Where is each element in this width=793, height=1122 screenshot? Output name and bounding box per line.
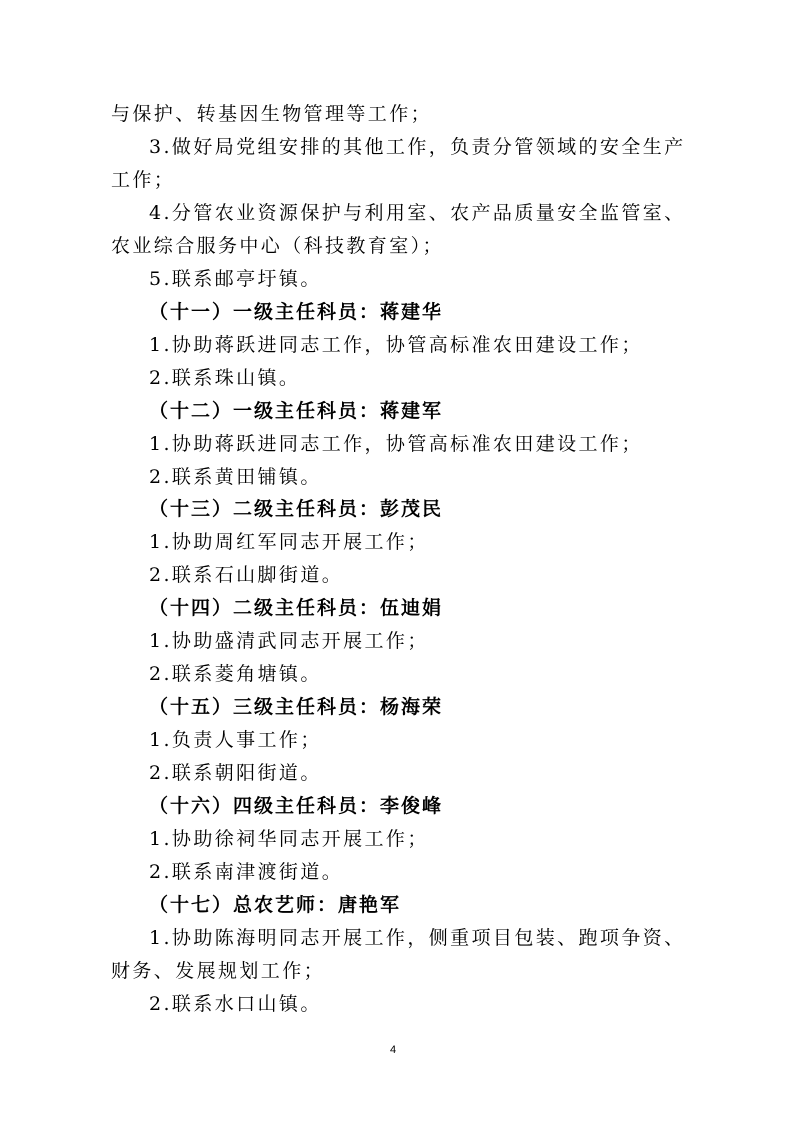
text-line: 1.协助蒋跃进同志工作，协管高标准农田建设工作；	[149, 334, 643, 356]
section-heading: （十一）一级主任科员：蒋建华	[149, 301, 444, 323]
section-heading: （十四）二级主任科员：伍迪娟	[149, 597, 444, 619]
text-line: 农业综合服务中心（科技教育室）；	[111, 235, 444, 257]
section-heading: （十五）三级主任科员：杨海荣	[149, 696, 444, 718]
text-line: 2.联系南津渡街道。	[149, 861, 344, 883]
text-line: 1.协助蒋跃进同志工作，协管高标准农田建设工作；	[149, 433, 643, 455]
text-line: 5.联系邮亭圩镇。	[149, 268, 322, 290]
text-line: 1.协助陈海明同志开展工作，侧重项目包装、跑项争资、	[149, 927, 686, 949]
text-line: 2.联系黄田铺镇。	[149, 466, 322, 488]
text-line: 1.协助周红军同志开展工作；	[149, 531, 429, 553]
text-line: 与保护、转基因生物管理等工作；	[111, 103, 433, 125]
section-heading: （十七）总农艺师：唐艳军	[149, 894, 402, 916]
text-line: 4.分管农业资源保护与利用室、农产品质量安全监管室、	[149, 202, 686, 224]
text-line: 1.协助徐祠华同志开展工作；	[149, 828, 429, 850]
text-line: 工作；	[111, 169, 176, 191]
text-line: 3.做好局党组安排的其他工作，负责分管领域的安全生产	[149, 136, 686, 158]
text-line: 财务、发展规划工作；	[111, 960, 326, 982]
section-heading: （十二）一级主任科员：蒋建军	[149, 400, 444, 422]
text-line: 1.负责人事工作；	[149, 729, 322, 751]
page-number: 4	[390, 1044, 397, 1056]
text-line: 2.联系朝阳街道。	[149, 762, 322, 784]
text-line: 2.联系菱角塘镇。	[149, 663, 322, 685]
text-line: 1.协助盛清武同志开展工作；	[149, 630, 429, 652]
section-heading: （十三）二级主任科员：彭茂民	[149, 498, 444, 520]
text-line: 2.联系水口山镇。	[149, 993, 322, 1015]
section-heading: （十六）四级主任科员：李俊峰	[149, 795, 444, 817]
text-line: 2.联系石山脚街道。	[149, 564, 344, 586]
text-line: 2.联系珠山镇。	[149, 367, 301, 389]
